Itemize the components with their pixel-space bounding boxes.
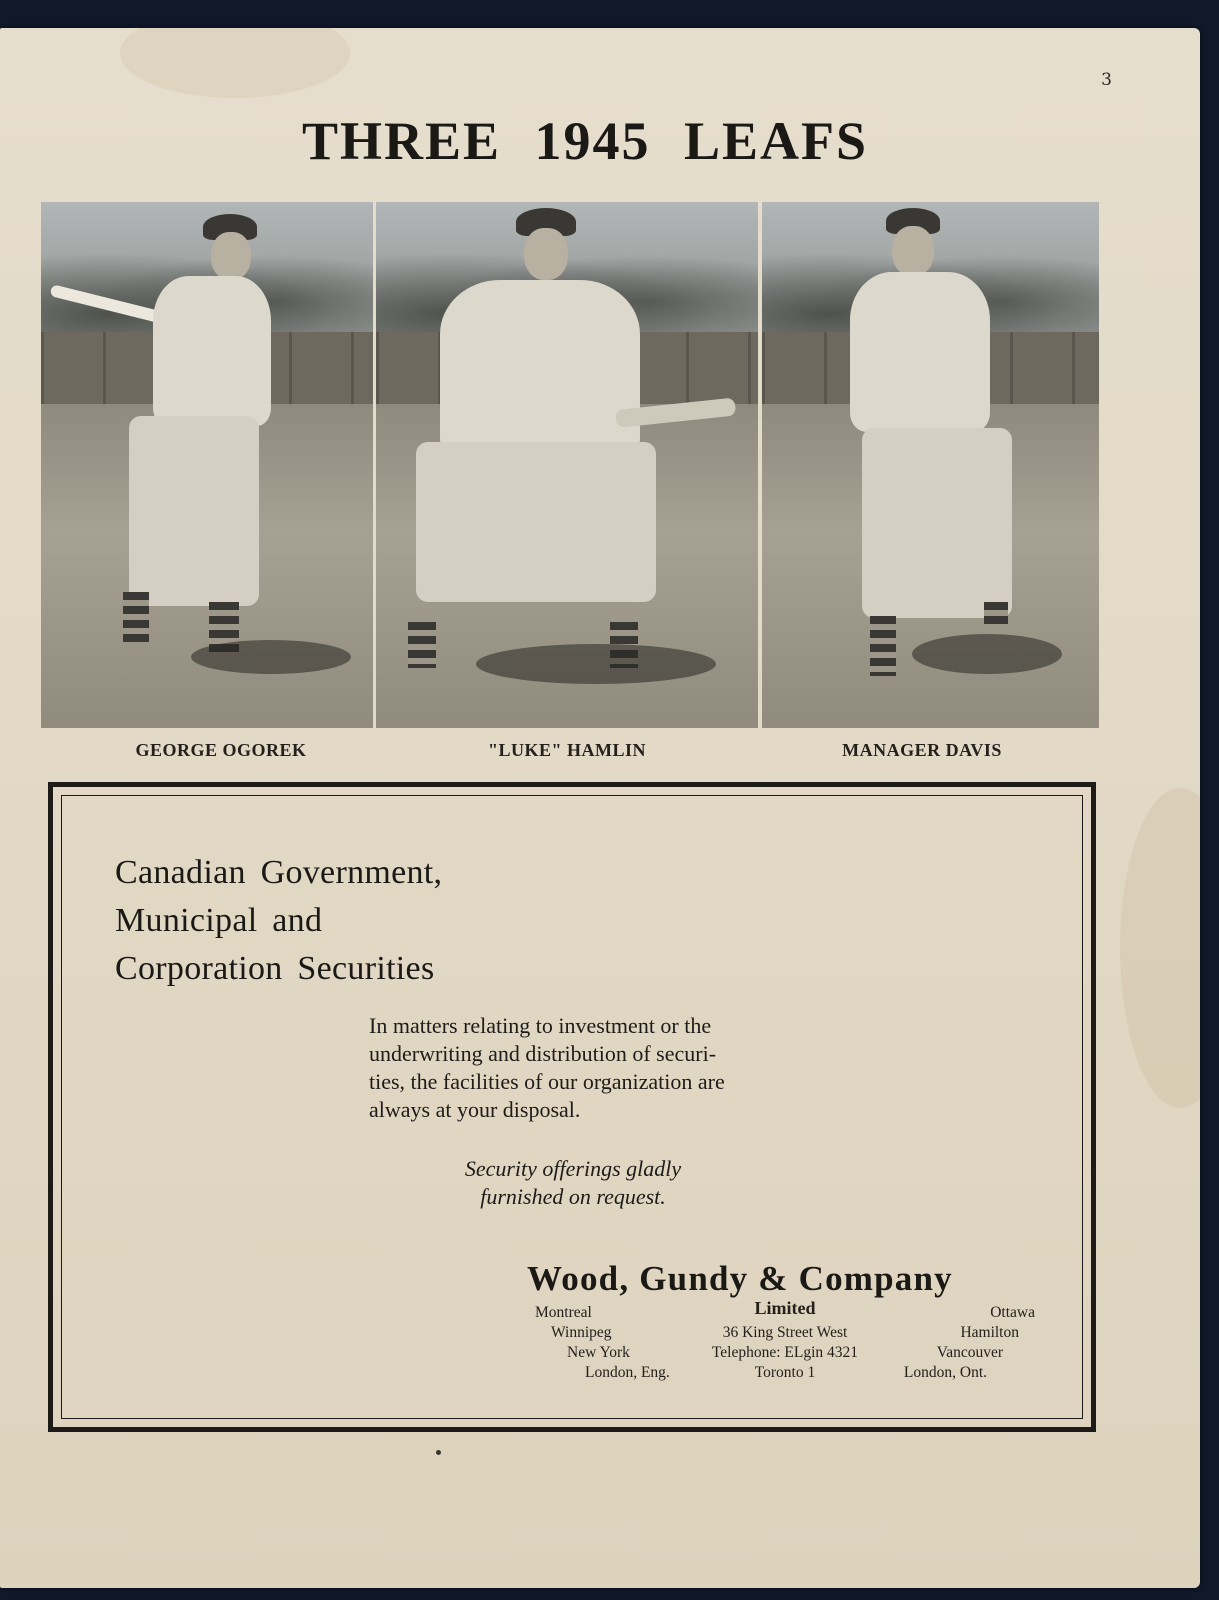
ad-offer-line: Security offerings gladly [464, 1156, 682, 1181]
office-city: Winnipeg [551, 1324, 612, 1341]
ad-headline-line: Canadian Government, [115, 854, 443, 891]
ad-offer [413, 1155, 733, 1211]
page-title: THREE 1945 LEAFS [301, 111, 869, 171]
ad-body-line: always at your disposal. [369, 1097, 581, 1122]
company-telephone: Telephone: ELgin 4321 [711, 1344, 859, 1361]
player-photo-hamlin [376, 202, 758, 728]
ad-body [369, 1012, 809, 1124]
company-limited: Limited [754, 1298, 816, 1318]
ad-body-line: ties, the facilities of our organization are [369, 1069, 725, 1094]
office-city: Vancouver [936, 1344, 1003, 1361]
player-photo-ogorek [41, 202, 373, 728]
company-address: 36 King Street West [722, 1324, 848, 1341]
office-city: London, Ont. [903, 1364, 987, 1381]
office-city: Ottawa [990, 1304, 1035, 1321]
program-page [0, 28, 1200, 1588]
photo-caption: MANAGER DAVIS [842, 740, 1002, 760]
company-name: Wood, Gundy & Company [527, 1259, 953, 1298]
ad-headline [115, 849, 442, 993]
ad-offer-line: furnished on request. [480, 1184, 666, 1209]
office-city: London, Eng. [585, 1364, 670, 1381]
advertisement-box [48, 782, 1096, 1432]
ad-headline-line: Municipal and [115, 902, 323, 939]
ad-headline-line: Corporation Securities [115, 950, 435, 987]
ad-body-line: underwriting and distribution of securi- [369, 1041, 717, 1066]
print-speck [436, 1450, 441, 1455]
office-city: Hamilton [960, 1324, 1019, 1341]
office-city: New York [567, 1344, 630, 1361]
company-postal: Toronto 1 [754, 1364, 816, 1381]
paper-stain [120, 28, 350, 98]
page-number: 3 [1101, 70, 1112, 90]
paper-stain [1120, 788, 1200, 1108]
player-photo-davis [762, 202, 1099, 728]
photo-caption: "LUKE" HAMLIN [488, 740, 646, 760]
photo-caption: GEORGE OGOREK [135, 740, 307, 760]
office-city: Montreal [535, 1304, 592, 1321]
ad-body-line: In matters relating to investment or the [369, 1013, 712, 1038]
